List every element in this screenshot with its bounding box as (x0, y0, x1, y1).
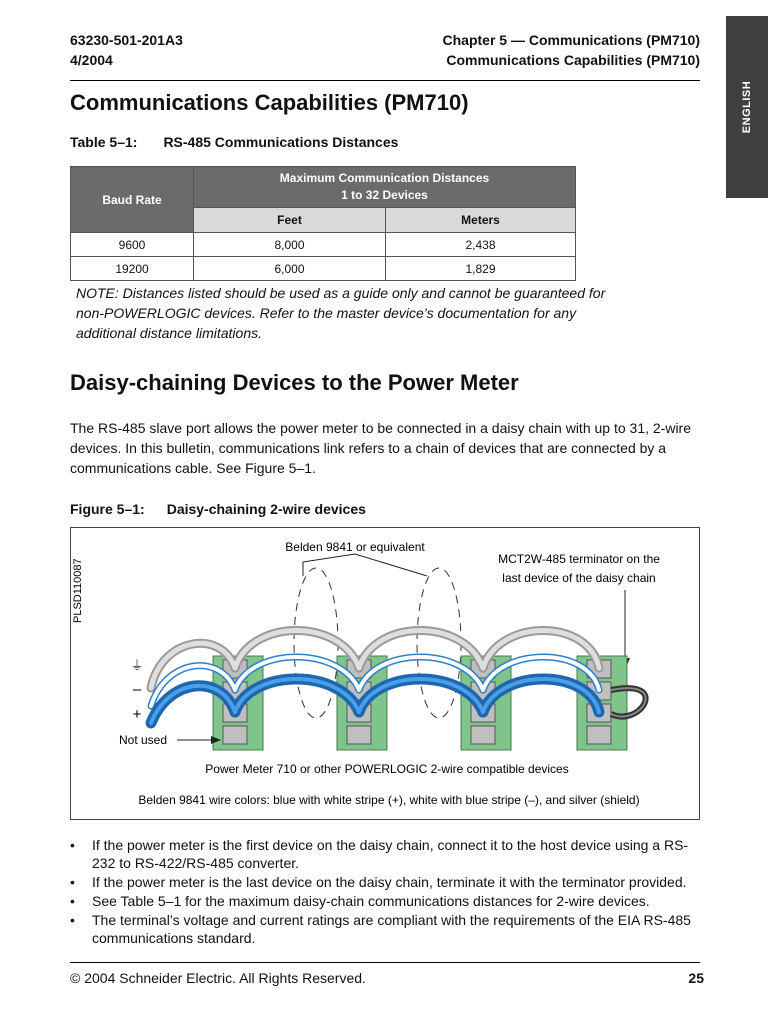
table-note: NOTE: Distances listed should be used as a guide only and cannot be guaranteed for non-POWERLOGIC devices. Refer to the master device’s documentation for any additional distance limitations. (76, 285, 606, 341)
cable-highlight-ellipse (417, 568, 461, 718)
header-right (443, 30, 701, 70)
table-row (71, 233, 576, 257)
body-paragraph: The RS-485 slave port allows the power meter to be connected in a daisy chain with up to 31, 2-wire devices. In this bulletin, communications link refers to a chain of devices that are connected by a communications cable. See Figure 5–1. (70, 420, 691, 476)
table-row (71, 257, 576, 281)
header-rule (70, 80, 700, 81)
terminator-label-line2: last device of the daisy chain (502, 571, 656, 585)
col-header-max-distance-line2: 1 to 32 Devices (341, 188, 428, 202)
page-number: 25 (688, 970, 704, 986)
shield-symbol: ⏚ (130, 659, 144, 674)
header-left (70, 30, 183, 70)
cell-meters: 2,438 (386, 233, 576, 257)
col-header-max-distance (194, 167, 576, 208)
doc-number: 63230-501-201A3 (70, 32, 183, 48)
footer-rule (70, 962, 700, 963)
figure-caption-number: Figure 5–1: (70, 501, 145, 517)
col-header-baud-rate: Baud Rate (71, 167, 194, 233)
distance-table (70, 166, 576, 281)
figure-caption-text: Daisy-chaining 2-wire devices (166, 501, 366, 517)
cell-baud: 9600 (71, 233, 194, 257)
cell-meters: 1,829 (386, 257, 576, 281)
terminator-label-line1: MCT2W-485 terminator on the (498, 552, 660, 566)
plus-label: + (132, 706, 142, 723)
cable-label-leader (303, 554, 427, 576)
list-item: • If the power meter is the last device on the daisy chain, terminate it with the terminator provided. (70, 873, 710, 891)
language-tab-label: ENGLISH (741, 80, 753, 134)
list-item: • See Table 5–1 for the maximum daisy-chain communications distances for 2-wire devices. (70, 892, 710, 910)
col-header-feet: Feet (194, 208, 386, 233)
bullet-list (70, 836, 710, 948)
section-title: Communications Capabilities (PM710) (70, 90, 469, 115)
col-header-max-distance-line1: Maximum Communication Distances (279, 171, 490, 185)
table-caption (70, 134, 398, 150)
list-item: • If the power meter is the first device on the daisy chain, connect it to the host device using a RS-232 to RS-422/RS-485 converter. (70, 836, 710, 872)
not-used-label: Not used (119, 733, 168, 747)
table-caption-number: Table 5–1: (70, 134, 138, 150)
cell-baud: 19200 (71, 257, 194, 281)
col-header-meters: Meters (386, 208, 576, 233)
doc-date: 4/2004 (70, 52, 113, 68)
table-caption-text: RS-485 Communications Distances (163, 134, 399, 150)
figure-side-code: PLSD110087 (72, 558, 84, 623)
daisy-chain-diagram (71, 528, 701, 821)
wire-colors-label: Belden 9841 wire colors: blue with white stripe (+), white with blue stripe (–), and silver (shield) (138, 793, 640, 807)
cell-feet: 8,000 (194, 233, 386, 257)
language-tab[interactable] (726, 16, 768, 198)
section-running-title: Communications Capabilities (PM710) (446, 52, 700, 68)
cable-label: Belden 9841 or equivalent (285, 540, 425, 554)
daisy-chain-figure (70, 527, 700, 820)
copyright: © 2004 Schneider Electric. All Rights Reserved. (70, 970, 366, 986)
figure-caption (70, 501, 366, 517)
chapter-title: Chapter 5 — Communications (PM710) (442, 32, 700, 48)
cell-feet: 6,000 (194, 257, 386, 281)
minus-label: – (132, 681, 142, 698)
devices-label: Power Meter 710 or other POWERLOGIC 2-wire compatible devices (205, 762, 569, 776)
list-item: • The terminal’s voltage and current ratings are compliant with the requirements of the EIA RS-485 communications standard. (70, 911, 710, 947)
section2-title: Daisy-chaining Devices to the Power Meter (70, 370, 519, 395)
